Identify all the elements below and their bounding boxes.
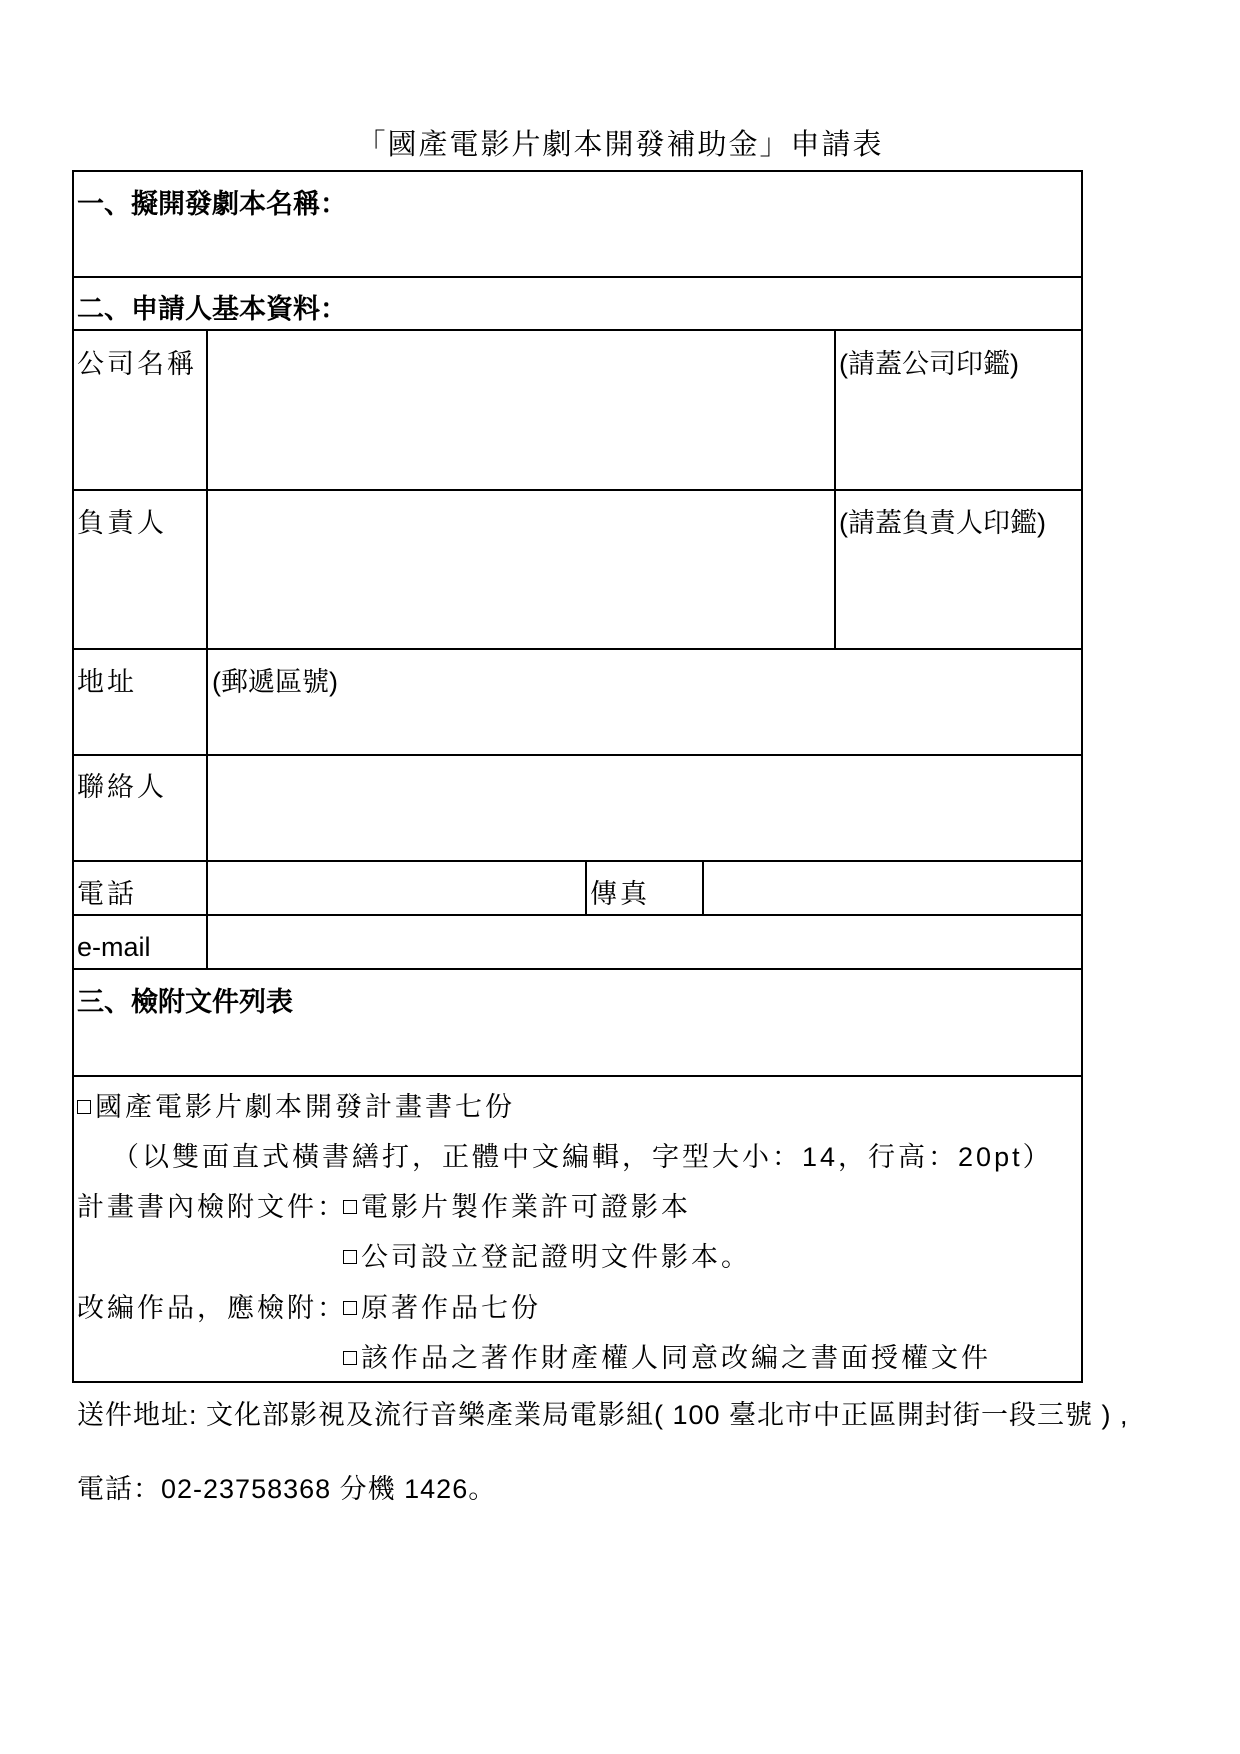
script-title-field[interactable] [74,224,1081,276]
column-divider [585,860,587,914]
original-work-label: 原著作品七份 [361,1293,541,1323]
email-field[interactable] [208,916,1081,968]
document-item-permit [343,1189,691,1225]
section-3-heading: 三、檢附文件列表 [77,987,293,1017]
submission-address: 送件地址: 文化部影視及流行音樂產業局電影組( 100 臺北市中正區開封街一段三號 ) , [77,1400,1129,1430]
row-divider [72,968,1083,970]
registration-checkbox[interactable] [343,1250,357,1264]
plan-checkbox[interactable] [77,1100,91,1114]
section-1-heading: 一、擬開發劇本名稱： [77,189,347,219]
section-2-heading: 二、申請人基本資料： [77,294,347,324]
document-item-authorization [343,1340,991,1376]
owner-seal-label: (請蓋負責人印鑑) [839,508,1046,538]
row-divider [72,276,1083,278]
contact-person-field[interactable] [208,756,1081,860]
permit-label: 電影片製作業許可證影本 [361,1192,691,1222]
authorization-label: 該作品之著作財產權人同意改編之書面授權文件 [361,1343,991,1373]
original-work-checkbox[interactable] [343,1301,357,1315]
document-item-registration [343,1239,751,1275]
document-item-original-work [343,1290,541,1326]
company-seal-label: (請蓋公司印鑑) [839,349,1019,379]
form-title: 「國產電影片劇本開發補助金」申請表 [356,127,884,161]
company-name-field[interactable] [208,331,834,489]
company-name-label: 公司名稱 [77,349,197,379]
postal-code-hint: (郵遞區號) [212,667,338,697]
plan-format-note: （以雙面直式橫書繕打，正體中文編輯，字型大小：14，行高：20pt） [112,1142,1053,1172]
permit-checkbox[interactable] [343,1200,357,1214]
phone-label: 電話 [77,879,137,909]
owner-seal-box[interactable] [836,491,1081,648]
plan-label: 國產電影片劇本開發計畫書七份 [95,1092,515,1122]
company-seal-box[interactable] [836,331,1081,489]
email-label: e-mail [77,932,151,962]
adaptation-label: 改編作品，應檢附： [77,1293,347,1323]
address-field[interactable] [208,650,1081,754]
fax-label: 傳真 [590,879,650,909]
contact-person-label: 聯絡人 [77,772,167,802]
phone-field[interactable] [208,862,585,914]
owner-field[interactable] [208,491,834,648]
registration-label: 公司設立登記證明文件影本。 [361,1242,751,1272]
contact-phone: 電話：02-23758368 分機 1426。 [77,1474,497,1504]
authorization-checkbox[interactable] [343,1351,357,1365]
row-divider [72,1075,1083,1077]
fax-field[interactable] [704,862,1081,914]
owner-label: 負責人 [77,508,167,538]
attach-docs-label: 計畫書內檢附文件： [77,1192,347,1222]
document-item-plan [77,1089,515,1125]
address-label: 地址 [77,667,137,697]
